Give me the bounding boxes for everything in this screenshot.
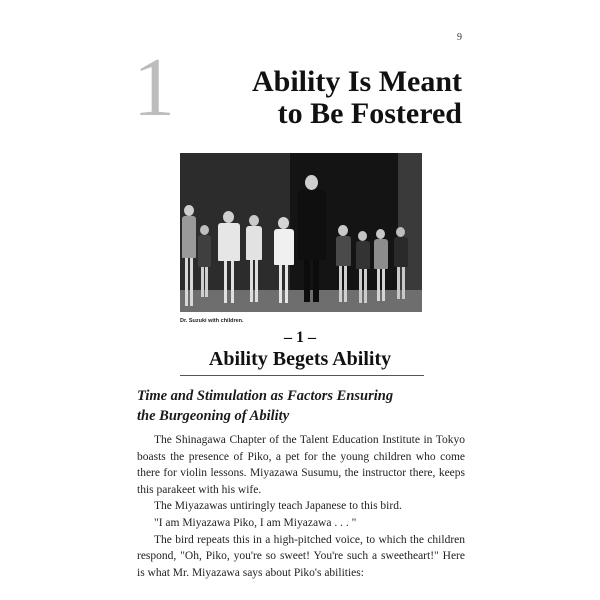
paragraph: The Shinagawa Chapter of the Talent Education Institute in Tokyo boasts the presence of Piko, a pet for the young children who come there for violin lessons. Miyazawa Susumu, the instructor there, keeps this parakeet with his wife. [137,434,465,496]
section-title: Ability Begets Ability [208,348,392,370]
photo-caption: Dr. Suzuki with children. [180,318,244,324]
page-number: 9 [457,32,462,43]
body-text [137,432,465,581]
photo-suzuki-with-children [180,153,422,312]
photo-stage-floor [180,290,422,312]
section-divider [180,375,424,376]
paragraph: The bird repeats this in a high-pitched voice, to which the children respond, "Oh, Piko, you're so sweet! You're such a sweetheart!" Here is what Mr. Miyazawa says about Piko's abilities: [137,533,465,579]
chapter-title-line-2: to Be Fostered [277,97,462,130]
section-number: – 1 – [284,329,316,346]
paragraph: The Miyazawas untiringly teach Japanese to this bird. [154,500,402,513]
subsection-heading-line-2: the Burgeoning of Ability [137,408,290,424]
subsection-heading-line-1: Time and Stimulation as Factors Ensuring [137,388,394,404]
chapter-title [252,66,462,130]
chapter-title-line-1: Ability Is Meant [252,65,462,98]
paragraph: "I am Miyazawa Piko, I am Miyazawa . . . " [154,516,357,529]
subsection-heading [137,386,467,426]
chapter-number: 1 [133,41,175,134]
